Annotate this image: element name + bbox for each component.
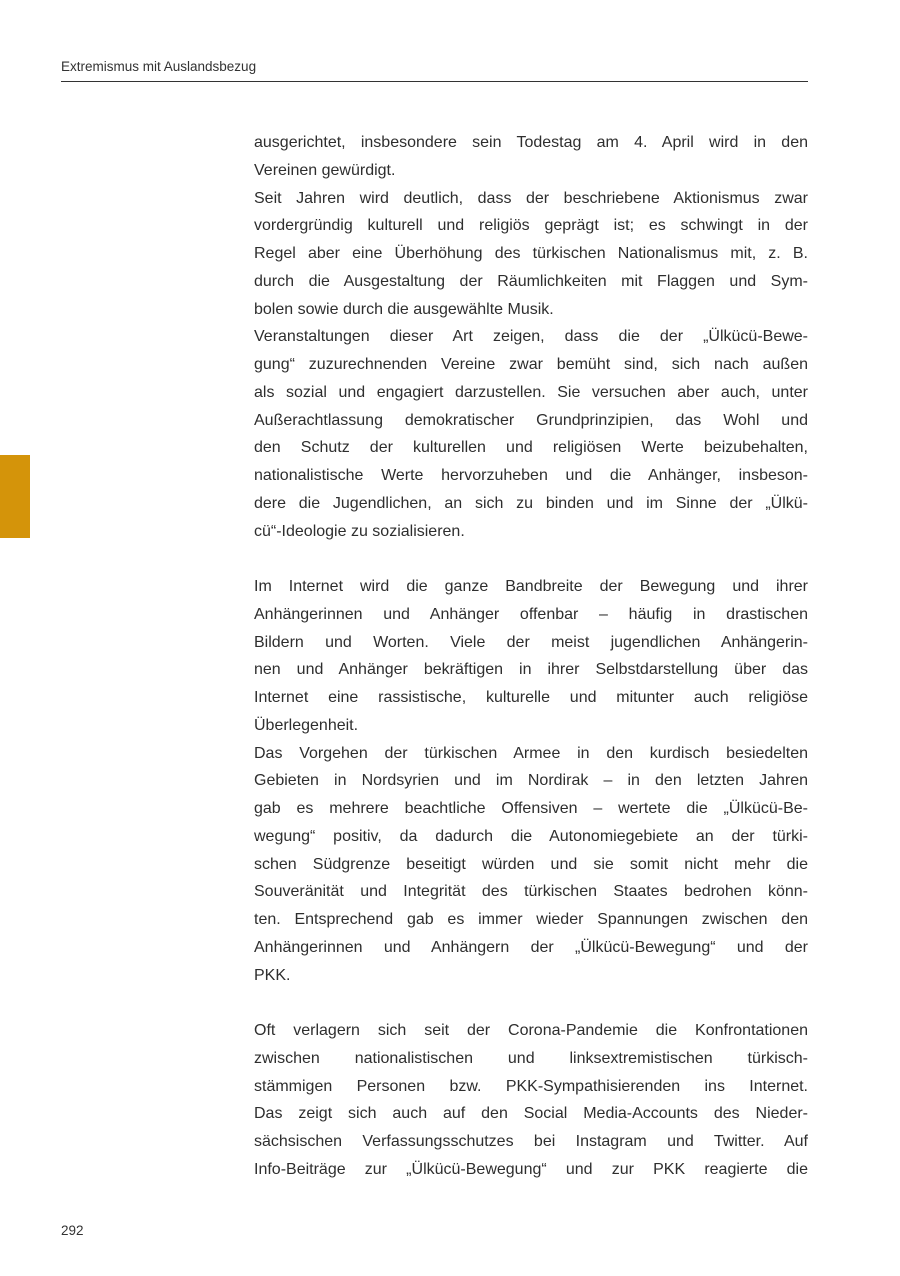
text-line: Regel aber eine Überhöhung des türkischen Nationalismus mit, z. B. (254, 245, 808, 262)
text-line: cü“-Ideologie zu sozialisieren. (254, 522, 465, 540)
body-text (254, 129, 808, 1184)
text-line: nationalistische Werte hervorzuheben und die Anhänger, insbeson- (254, 467, 808, 484)
text-line: schen Südgrenze beseitigt würden und sie somit nicht mehr die (254, 855, 808, 873)
text-line: Im Internet wird die ganze Bandbreite der Bewegung und ihrer (254, 578, 808, 595)
text-line: Info-Beiträge zur „Ülkücü-Bewegung“ und zur PKK reagierte die (254, 1160, 808, 1178)
text-line: vordergründig kulturell und religiös geprägt ist; es schwingt in der (254, 217, 808, 235)
text-line: gung“ zuzurechnenden Vereine zwar bemüht sind, sich nach außen (254, 356, 808, 373)
paragraph-gap (254, 989, 808, 1017)
text-line: Anhängerinnen und Anhänger offenbar – häufig in drastischen (254, 605, 808, 623)
text-line: Seit Jahren wird deutlich, dass der beschriebene Aktionismus zwar (254, 189, 808, 207)
paragraph (254, 1017, 808, 1184)
text-line: sächsischen Verfassungsschutzes bei Instagram und Twitter. Auf (254, 1133, 808, 1150)
text-line: durch die Ausgestaltung der Räumlichkeiten mit Flaggen und Sym- (254, 272, 808, 290)
text-line: Das zeigt sich auch auf den Social Media-Accounts des Nieder- (254, 1105, 808, 1123)
text-line: Internet eine rassistische, kulturelle und mitunter auch religiöse (254, 689, 808, 706)
paragraph (254, 185, 808, 324)
text-line: PKK. (254, 966, 291, 984)
paragraph (254, 129, 808, 185)
page-number: 292 (61, 1223, 84, 1238)
text-line: dere die Jugendlichen, an sich zu binden und im Sinne der „Ülkü- (254, 494, 808, 512)
text-line: Gebieten in Nordsyrien und im Nordirak – in den letzten Jahren (254, 772, 808, 790)
text-line: stämmigen Personen bzw. PKK-Sympathisierenden ins Internet. (254, 1077, 808, 1095)
text-line: gab es mehrere beachtliche Offensiven – wertete die „Ülkücü-Be- (254, 800, 808, 817)
text-line: bolen sowie durch die ausgewählte Musik. (254, 300, 554, 318)
text-line: Oft verlagern sich seit der Corona-Pandemie die Konfrontationen (254, 1022, 808, 1039)
text-line: Souveränität und Integrität des türkischen Staates bedrohen könn- (254, 883, 808, 901)
paragraph (254, 323, 808, 545)
text-line: Veranstaltungen dieser Art zeigen, dass die der „Ülkücü-Bewe- (254, 328, 808, 346)
text-line: Anhängerinnen und Anhängern der „Ülkücü-Bewegung“ und der (254, 938, 808, 956)
text-line: wegung“ positiv, da dadurch die Autonomiegebiete an der türki- (254, 827, 808, 845)
paragraph-gap (254, 545, 808, 573)
paragraph (254, 573, 808, 740)
text-line: Außerachtlassung demokratischer Grundprinzipien, das Wohl und (254, 411, 808, 429)
text-line: nen und Anhänger bekräftigen in ihrer Selbstdarstellung über das (254, 661, 808, 679)
text-line: Vereinen gewürdigt. (254, 161, 396, 179)
text-line: Das Vorgehen der türkischen Armee in den kurdisch besiedelten (254, 744, 808, 762)
text-line: Überlegenheit. (254, 716, 359, 734)
running-header: Extremismus mit Auslandsbezug (61, 59, 257, 74)
header-rule (61, 81, 808, 82)
text-line: Bildern und Worten. Viele der meist jugendlichen Anhängerin- (254, 633, 808, 651)
text-line: ausgerichtet, insbesondere sein Todestag am 4. April wird in den (254, 134, 808, 151)
text-line: zwischen nationalistischen und linksextremistischen türkisch- (254, 1049, 808, 1067)
text-line: den Schutz der kulturellen und religiösen Werte beizubehalten, (254, 439, 808, 457)
text-line: als sozial und engagiert darzustellen. Sie versuchen aber auch, unter (254, 383, 808, 401)
paragraph (254, 740, 808, 990)
chapter-marker (0, 455, 30, 538)
text-line: ten. Entsprechend gab es immer wieder Spannungen zwischen den (254, 911, 808, 928)
